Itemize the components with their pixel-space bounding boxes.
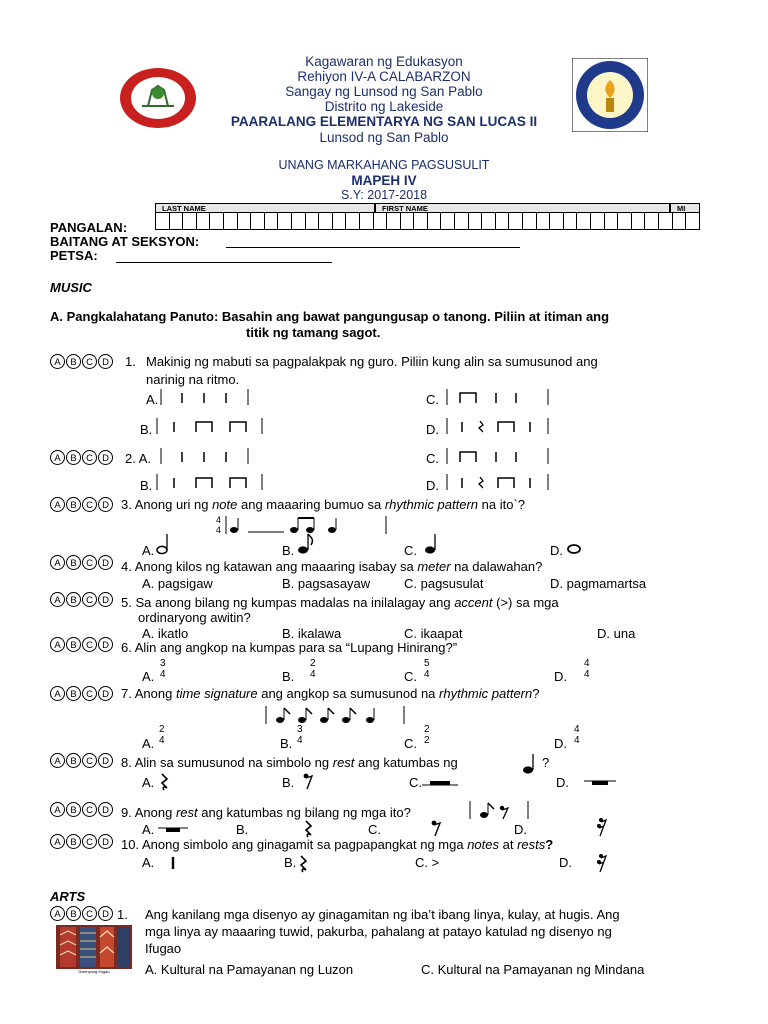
image-caption: Disenyong Ifugao [78,969,110,974]
q3-option-d-label[interactable]: D. [550,543,563,558]
q6-option-a-time-sig: 3 4 [160,658,166,680]
music-heading: MUSIC [50,280,92,295]
q6-text: 6. Alin ang angkop na kumpas para sa “Lupang Hinirang?” [121,640,458,655]
q4-answer-bubbles[interactable] [50,555,114,570]
grade-section-field[interactable] [226,236,520,248]
bubble-a[interactable]: A [50,592,65,607]
q7-option-a-label[interactable]: A. [142,736,155,751]
bubble-d[interactable]: D [98,906,113,921]
q1-option-d-label[interactable]: D. [426,422,439,437]
svg-text:4: 4 [216,515,222,525]
q7-option-b-time-sig: 3 4 [297,724,303,746]
q10-answer-bubbles[interactable] [50,834,114,849]
bubble-c[interactable]: C [82,497,97,512]
bubble-a[interactable]: A [50,686,65,701]
whole-note-icon [566,542,582,561]
q1-option-a-label[interactable]: A. [146,392,159,407]
q8-question-mark: ? [542,755,550,770]
q8-quarter-note-icon [521,752,539,781]
q6-option-d-time-sig: 4 4 [584,658,590,680]
q1-option-c-label[interactable]: C. [426,392,439,407]
bubble-d[interactable]: D [98,450,113,465]
first-name-header: FIRST NAME [375,203,670,213]
q5-option-b[interactable]: B. ikalawa [282,626,342,641]
date-field[interactable] [116,251,332,263]
quarter-rest-icon [297,855,309,878]
q6-option-c-label[interactable]: C. [404,669,417,684]
bubble-b[interactable]: B [66,753,81,768]
grade-section-label: BAITANG AT SEKSYON: [50,234,200,249]
bubble-a[interactable]: A [50,497,65,512]
bubble-b[interactable]: B [66,802,81,817]
bubble-b[interactable]: B [66,354,81,369]
eighth-rest-icon [302,771,314,796]
q2-option-d-rhythm [446,472,556,492]
name-grid[interactable] [155,203,700,230]
q4-text: 4. Anong kilos ng katawan ang maaaring isabay sa meter na dalawahan? [121,559,543,574]
bubble-b[interactable]: B [66,555,81,570]
q4-option-a[interactable]: A. pagsigaw [142,576,213,591]
bubble-a[interactable]: A [50,834,65,849]
bubble-a[interactable]: A [50,354,65,369]
q5-text-cont: ordinaryong awitin? [138,610,251,625]
arts-q1-answer-bubbles[interactable] [50,906,114,921]
bubble-b[interactable]: B [66,834,81,849]
q1-option-b-rhythm [156,416,266,436]
bubble-b[interactable]: B [66,637,81,652]
mi-header: MI [670,203,700,213]
bubble-a[interactable]: A [50,637,65,652]
q1-text: Makinig ng mabuti sa pagpalakpak ng guro. Piliin kung alin sa sumusunod ang [146,354,598,369]
dept-name: Kagawaran ng Edukasyon [305,54,463,69]
q5-option-a[interactable]: A. ikatlo [142,626,189,641]
q1-option-c-rhythm [446,387,556,407]
bubble-b[interactable]: B [66,497,81,512]
q9-rhythm-pattern [468,799,538,821]
q7-option-b-label[interactable]: B. [280,736,293,751]
q3-answer-bubbles[interactable] [50,497,114,512]
exam-title: UNANG MARKAHANG PAGSUSULIT [278,158,490,172]
bubble-d[interactable]: D [98,753,113,768]
q7-answer-bubbles[interactable] [50,686,114,701]
bubble-c[interactable]: C [82,834,97,849]
q10-option-d-label[interactable]: D. [559,855,572,870]
bubble-a[interactable]: A [50,802,65,817]
arts-q1-text-cont: mga linya ay maaaring tuwid, pakurba, pahalang at patayo katulad ng disenyo ng [145,924,612,939]
name-label: PANGALAN: [50,220,128,235]
sixteenth-rest-icon [596,852,608,879]
q7-option-a-time-sig: 2 4 [159,724,165,746]
bubble-c[interactable]: C [82,555,97,570]
q4-option-b[interactable]: B. pagsasayaw [282,576,371,591]
eighth-note-icon [296,532,316,561]
bubble-c[interactable]: C [82,637,97,652]
q5-option-c[interactable]: C. ikaapat [404,626,463,641]
q3-text: 3. Anong uri ng note ang maaaring bumuo sa rhythmic pattern na ito`? [121,497,526,512]
q9-answer-bubbles[interactable] [50,802,114,817]
arts-q1-number: 1. [117,907,128,922]
q7-option-c-label[interactable]: C. [404,736,417,751]
bubble-c[interactable]: C [82,802,97,817]
q10-option-b-label[interactable]: B. [284,855,297,870]
quarter-rest-icon [158,773,170,796]
q3-option-b-label[interactable]: B. [282,543,295,558]
date-label: PETSA: [50,248,98,263]
district-name: Distrito ng Lakeside [324,99,444,114]
half-rest-icon [422,775,458,793]
half-note-icon [154,532,174,561]
q3-option-a-label[interactable]: A. [142,543,155,558]
arts-q1-text-cont2: Ifugao [145,941,182,956]
bubble-d[interactable]: D [98,592,113,607]
school-name: PAARALANG ELEMENTARYA NG SAN LUCAS II [230,114,538,129]
q6-answer-bubbles[interactable] [50,637,114,652]
q6-option-b-time-sig: 2 4 [310,658,316,680]
bubble-b[interactable]: B [66,592,81,607]
q2-answer-bubbles[interactable] [50,450,114,465]
sixteenth-rest-icon [596,816,608,843]
ifugao-textile-image [56,925,132,975]
q7-option-c-time-sig: 2 2 [424,724,430,746]
general-instructions-cont: titik ng tamang sagot. [246,325,381,340]
division-name: Sangay ng Lunsod ng San Pablo [285,84,483,99]
q1-option-b-label[interactable]: B. [140,422,153,437]
q7-option-d-label[interactable]: D. [554,736,567,751]
bubble-b[interactable]: B [66,906,81,921]
q2-option-d-label[interactable]: D. [426,478,439,493]
bubble-d[interactable]: D [98,497,113,512]
bubble-c[interactable]: C [82,753,97,768]
q8-option-b-label[interactable]: B. [282,775,295,790]
q1-text-cont: narinig na ritmo. [146,372,240,387]
arts-q1-text: Ang kanilang mga disenyo ay ginagamitan ng iba’t ibang linya, kulay, at hugis. Ang [145,907,620,922]
bubble-d[interactable]: D [98,637,113,652]
q9-option-a-label[interactable]: A. [142,822,155,837]
bubble-c[interactable]: C [82,450,97,465]
school-year: S.Y: 2017-2018 [340,188,428,202]
q4-option-d[interactable]: D. pagmamartsa [550,576,647,591]
q8-option-c-label[interactable]: C. [409,775,422,790]
q9-text: 9. Anong rest ang katumbas ng bilang ng mga ito? [121,805,411,820]
q4-option-c[interactable]: C. pagsusulat [404,576,484,591]
bar-line-icon [170,856,176,875]
svg-text:4: 4 [216,525,222,535]
q8-option-d-label[interactable]: D. [556,775,569,790]
q2-option-c-rhythm [446,446,556,466]
q6-option-a-label[interactable]: A. [142,669,155,684]
q9-option-d-label[interactable]: D. [514,822,527,837]
bubble-a[interactable]: A [50,753,65,768]
q1-option-a-rhythm [160,387,260,407]
last-name-header: LAST NAME [155,203,375,213]
bubble-c[interactable]: C [82,906,97,921]
exam-subject: MAPEH IV [351,173,417,188]
city-name: Lunsod ng San Pablo [319,130,449,145]
q6-option-d-label[interactable]: D. [554,669,567,684]
q2-option-c-label[interactable]: C. [426,451,439,466]
q1-answer-bubbles[interactable] [50,354,114,369]
q2-option-a-rhythm [160,446,260,466]
q7-option-d-time-sig: 4 4 [574,724,580,746]
q10-option-c[interactable]: C. > [415,855,440,870]
general-instructions: A. Pangkalahatang Panuto: Basahin ang bawat pangungusap o tanong. Piliin at itiman ang [50,309,610,324]
q10-text: 10. Anong simbolo ang ginagamit sa pagpapangkat ng mga notes at rests? [121,837,554,852]
q6-option-c-time-sig: 5 4 [424,658,430,680]
arts-q1-option-a[interactable]: A. Kultural na Pamayanan ng Luzon [145,962,354,977]
whole-rest-icon [584,775,616,793]
bubble-d[interactable]: D [98,555,113,570]
bubble-a[interactable]: A [50,555,65,570]
bubble-a[interactable]: A [50,450,65,465]
q5-option-d[interactable]: D. una [597,626,636,641]
q3-option-c-label[interactable]: C. [404,543,417,558]
q1-option-d-rhythm [446,416,556,436]
q10-option-a-label[interactable]: A. [142,855,155,870]
q8-text: 8. Alin sa sumusunod na simbolo ng rest ang katumbas ng [121,755,458,770]
arts-heading: ARTS [50,889,86,904]
region-name: Rehiyon IV-A CALABARZON [297,69,471,84]
q9-option-c-label[interactable]: C. [368,822,381,837]
arts-q1-option-c[interactable]: C. Kultural na Pamayanan ng Mindana [421,962,645,977]
bubble-c[interactable]: C [82,354,97,369]
q7-text: 7. Anong time signature ang angkop sa sumusunod na rhythmic pattern? [121,686,540,701]
bubble-b[interactable]: B [66,450,81,465]
q7-rhythm-pattern [264,704,414,726]
bubble-d[interactable]: D [98,802,113,817]
q5-answer-bubbles[interactable] [50,592,114,607]
bubble-d[interactable]: D [98,834,113,849]
q5-text: 5. Sa anong bilang ng kumpas madalas na inilalagay ang accent (>) sa mga [121,595,559,610]
bubble-d[interactable]: D [98,686,113,701]
name-letter-boxes[interactable] [155,213,700,230]
q8-answer-bubbles[interactable] [50,753,114,768]
bubble-d[interactable]: D [98,354,113,369]
bubble-c[interactable]: C [82,592,97,607]
q2-number-option-a[interactable]: 2. A. [125,451,152,466]
q9-option-b-label[interactable]: B. [236,822,249,837]
bubble-b[interactable]: B [66,686,81,701]
bubble-c[interactable]: C [82,686,97,701]
q2-option-b-label[interactable]: B. [140,478,153,493]
q1-number: 1. [125,354,136,369]
q8-option-a-label[interactable]: A. [142,775,155,790]
q6-option-b-label[interactable]: B. [282,669,295,684]
quarter-note-icon [422,532,442,561]
bubble-a[interactable]: A [50,906,65,921]
q2-option-b-rhythm [156,472,266,492]
